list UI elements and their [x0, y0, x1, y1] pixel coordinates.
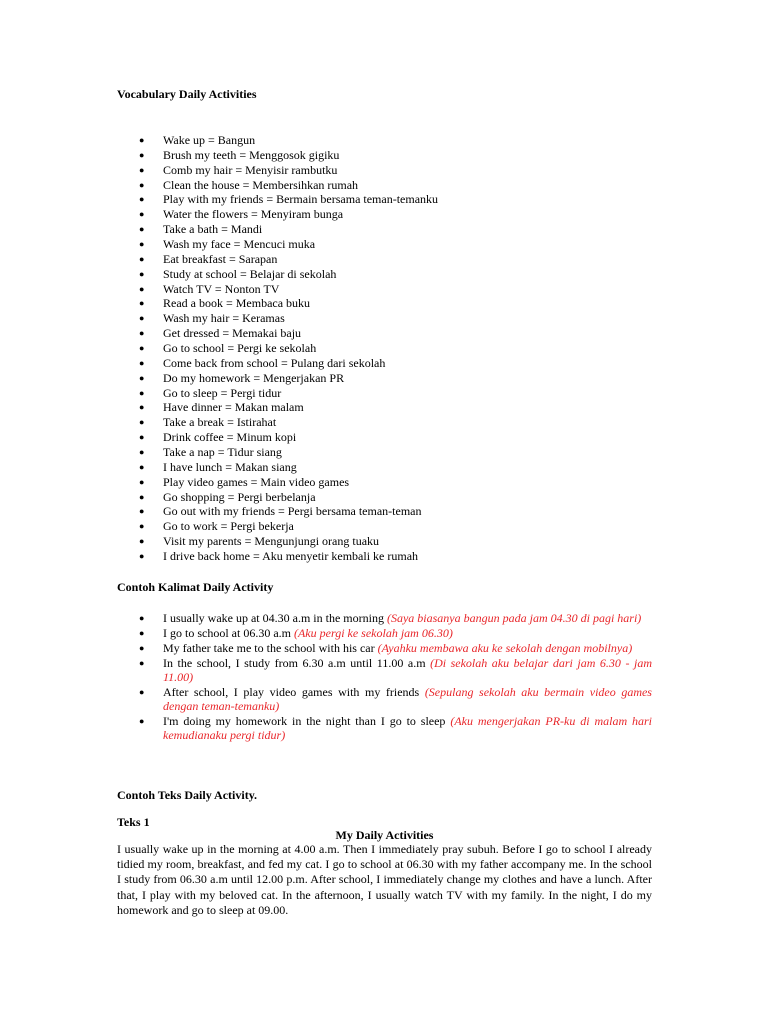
vocabulary-item: [117, 296, 657, 311]
vocabulary-item-text: Comb my hair = Menyisir rambutku: [163, 162, 338, 177]
bullet-icon: ●: [139, 343, 145, 354]
bullet-icon: ●: [139, 328, 145, 339]
example-translation: (Sepulang sekolah aku bermain video games dengan teman-temanku): [163, 685, 652, 713]
vocabulary-item-text: I drive back home = Aku menyetir kembali ke rumah: [163, 549, 419, 564]
vocabulary-item-text: Wash my face = Mencuci muka: [163, 237, 316, 252]
bullet-icon: ●: [139, 283, 145, 294]
vocabulary-item-text: Do my homework = Mengerjakan PR: [163, 370, 345, 385]
vocabulary-item: [117, 178, 657, 193]
example-translation: (Ayahku membawa aku ke sekolah dengan mobilnya): [377, 641, 633, 655]
vocabulary-item: [117, 371, 657, 386]
example-sentences-list: [117, 611, 652, 743]
vocabulary-item-text: Eat breakfast = Sarapan: [163, 251, 278, 266]
vocabulary-item: [117, 445, 657, 460]
vocabulary-item-text: Watch TV = Nonton TV: [163, 281, 280, 296]
bullet-icon: ●: [139, 432, 145, 443]
bullet-icon: ●: [139, 298, 145, 309]
vocabulary-item-text: Wash my hair = Keramas: [163, 311, 285, 326]
bullet-icon: ●: [139, 687, 145, 697]
vocabulary-item-text: Study at school = Belajar di sekolah: [163, 266, 337, 281]
example-translation: (Saya biasanya bangun pada jam 04.30 di pagi hari): [386, 611, 642, 625]
bullet-icon: ●: [139, 313, 145, 324]
example-sentence: After school, I play video games with my friends: [163, 685, 420, 699]
example-translation: (Aku pergi ke sekolah jam 06.30): [293, 626, 453, 640]
vocabulary-item: [117, 192, 657, 207]
vocabulary-item-text: Wake up = Bangun: [163, 133, 256, 147]
vocabulary-item-text: Come back from school = Pulang dari sekolah: [163, 355, 386, 370]
vocabulary-item-text: Clean the house = Membersihkan rumah: [163, 177, 359, 192]
vocabulary-item-text: Drink coffee = Minum kopi: [163, 430, 297, 445]
vocabulary-item-text: Take a bath = Mandi: [163, 222, 263, 237]
vocabulary-item: [117, 504, 657, 519]
vocabulary-item: [117, 133, 657, 148]
vocabulary-item: [117, 490, 657, 505]
bullet-icon: ●: [139, 417, 145, 428]
example-item: [117, 626, 652, 640]
vocabulary-item: [117, 207, 657, 222]
example-sentence: I usually wake up at 04.30 a.m in the morning: [163, 611, 384, 625]
vocabulary-list: [117, 133, 657, 564]
bullet-icon: ●: [139, 135, 145, 145]
vocabulary-item-text: Go to school = Pergi ke sekolah: [163, 341, 317, 356]
examples-heading: Contoh Kalimat Daily Activity: [117, 580, 274, 594]
vocabulary-item: [117, 311, 657, 326]
vocabulary-item: [117, 356, 657, 371]
bullet-icon: ●: [139, 643, 145, 653]
vocabulary-heading: Vocabulary Daily Activities: [117, 87, 257, 101]
vocabulary-item-text: Play with my friends = Bermain bersama teman-temanku: [163, 192, 439, 207]
example-translation: (Aku mengerjakan PR-ku di malam hari kemudianaku pergi tidur): [163, 714, 652, 742]
vocabulary-item: [117, 400, 657, 415]
example-sentence: My father take me to the school with his car: [163, 641, 375, 655]
example-item: [117, 611, 652, 625]
vocabulary-item: [117, 267, 657, 282]
vocabulary-item: [117, 341, 657, 356]
bullet-icon: ●: [139, 268, 145, 279]
vocabulary-item: [117, 252, 657, 267]
text-paragraph: I usually wake up in the morning at 4.00 a.m. Then I immediately pray subuh. Before I go to school I already tidied my room, breakfast, and fed my cat. I go to school at 06.30 with my father accompany me. In the school I study from 06.30 a.m until 12.00 p.m. After school, I immediately change my clothes and have a lunch. After that, I play with my beloved cat. In the afternoon, I usually watch TV with my family. In the night, I do my homework and go to sleep at 09.00.: [117, 842, 652, 917]
bullet-icon: ●: [139, 357, 145, 368]
vocabulary-item-text: Play video games = Main video games: [163, 474, 350, 489]
text-title: My Daily Activities: [335, 828, 434, 842]
bullet-icon: ●: [139, 447, 145, 458]
bullet-icon: ●: [139, 521, 145, 532]
bullet-icon: ●: [139, 387, 145, 398]
vocabulary-item: [117, 222, 657, 237]
bullet-icon: ●: [139, 253, 145, 264]
vocabulary-item-text: Go to work = Pergi bekerja: [163, 519, 294, 534]
bullet-icon: ●: [139, 179, 145, 190]
vocabulary-item: [117, 475, 657, 490]
vocabulary-item: [117, 237, 657, 252]
bullet-icon: ●: [139, 461, 145, 472]
example-sentence: I go to school at 06.30 a.m: [163, 626, 291, 640]
example-sentence: In the school, I study from 6.30 a.m until 11.00 a.m: [163, 656, 426, 670]
vocabulary-item-text: Take a nap = Tidur siang: [163, 445, 282, 460]
vocabulary-item-text: Visit my parents = Mengunjungi orang tuaku: [163, 534, 380, 549]
vocabulary-item: [117, 386, 657, 401]
vocabulary-item-text: Brush my teeth = Menggosok gigiku: [163, 147, 340, 162]
bullet-icon: ●: [139, 716, 145, 726]
example-item: [117, 714, 652, 742]
vocabulary-item: [117, 460, 657, 475]
vocabulary-item-text: Water the flowers = Menyiram bunga: [163, 207, 344, 222]
vocabulary-item: [117, 519, 657, 534]
vocabulary-item: [117, 148, 657, 163]
vocabulary-item: [117, 534, 657, 549]
vocabulary-item: [117, 326, 657, 341]
example-item: [117, 641, 652, 655]
bullet-icon: ●: [139, 491, 145, 502]
vocabulary-item-text: Go to sleep = Pergi tidur: [163, 385, 282, 400]
vocabulary-item-text: Go out with my friends = Pergi bersama teman-teman: [163, 504, 422, 519]
bullet-icon: ●: [139, 164, 145, 175]
bullet-icon: ●: [139, 224, 145, 235]
bullet-icon: ●: [139, 194, 145, 205]
bullet-icon: ●: [139, 551, 145, 562]
bullet-icon: ●: [139, 372, 145, 383]
vocabulary-item-text: Take a break = Istirahat: [163, 415, 277, 430]
vocabulary-item-text: Read a book = Membaca buku: [163, 296, 311, 311]
bullet-icon: ●: [139, 536, 145, 547]
vocabulary-item: [117, 549, 657, 564]
vocabulary-item-text: Get dressed = Memakai baju: [163, 326, 302, 341]
texts-heading: Contoh Teks Daily Activity.: [117, 788, 258, 802]
vocabulary-item-text: Go shopping = Pergi berbelanja: [163, 489, 316, 504]
bullet-icon: ●: [139, 628, 145, 638]
vocabulary-item: [117, 163, 657, 178]
example-item: [117, 685, 652, 713]
teks-label: Teks 1: [117, 815, 150, 829]
bullet-icon: ●: [139, 402, 145, 413]
example-item: [117, 656, 652, 684]
vocabulary-item-text: Have dinner = Makan malam: [163, 400, 304, 415]
bullet-icon: ●: [139, 239, 145, 250]
bullet-icon: ●: [139, 149, 145, 160]
vocabulary-item: [117, 430, 657, 445]
example-sentence: I'm doing my homework in the night than I go to sleep: [163, 714, 446, 728]
bullet-icon: ●: [139, 476, 145, 487]
bullet-icon: ●: [139, 209, 145, 220]
vocabulary-item: [117, 282, 657, 297]
bullet-icon: ●: [139, 658, 145, 668]
bullet-icon: ●: [139, 613, 145, 623]
example-translation: (Di sekolah aku belajar dari jam 6.30 - jam 11.00): [163, 656, 652, 684]
vocabulary-item: [117, 415, 657, 430]
vocabulary-item-text: I have lunch = Makan siang: [163, 459, 297, 474]
bullet-icon: ●: [139, 506, 145, 517]
